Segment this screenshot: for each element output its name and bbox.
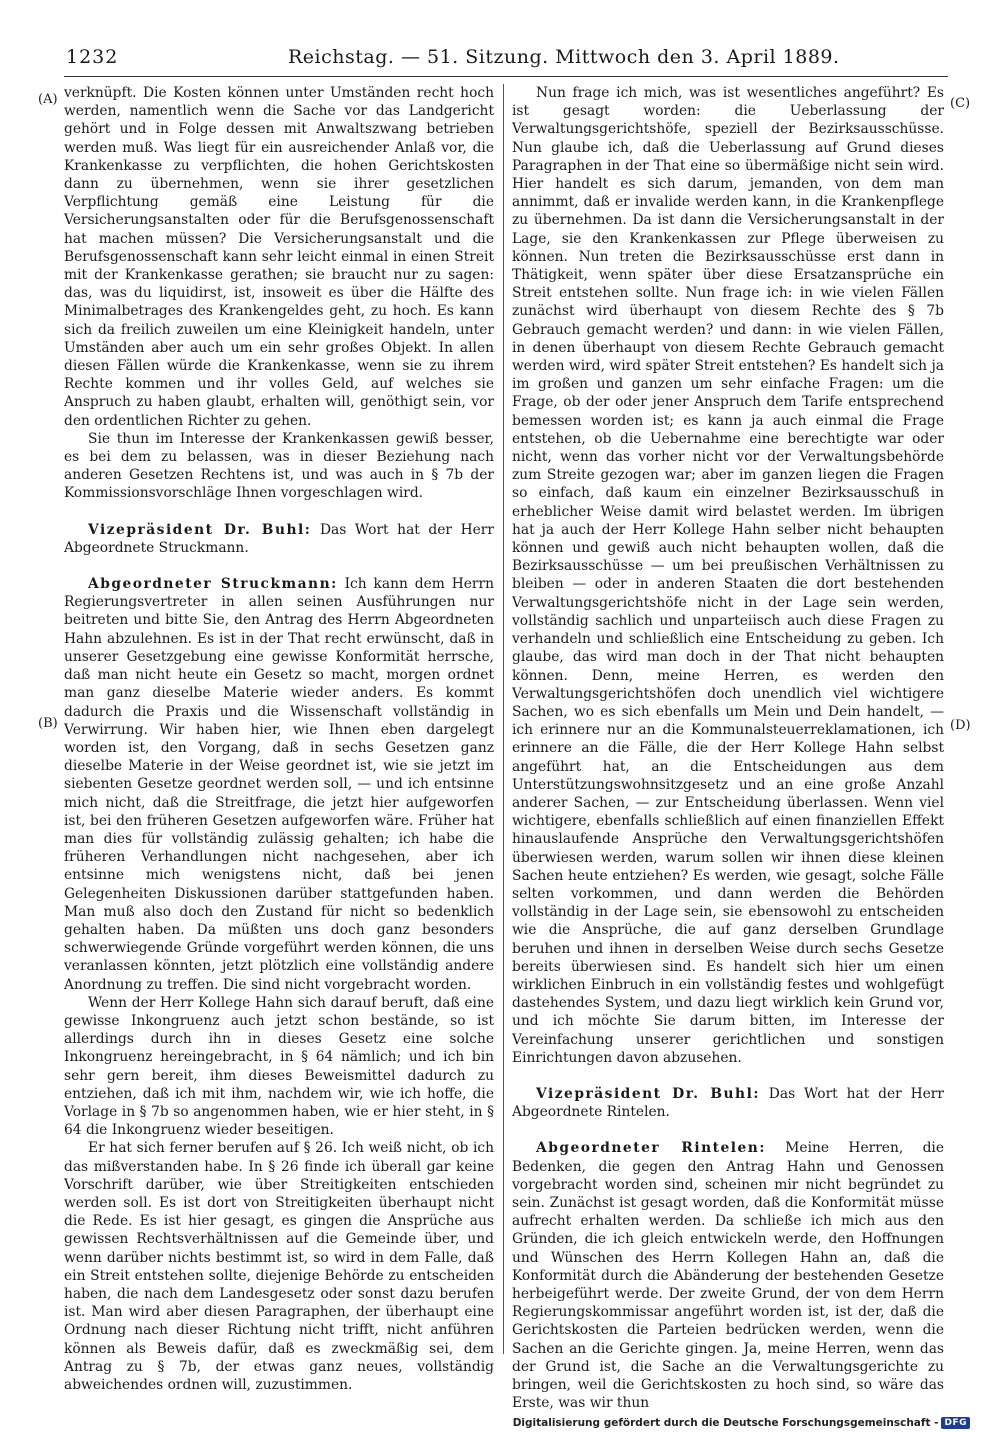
footer-credit [513,1417,970,1429]
speech-entry: Abgeordneter Rintelen: Meine Herren, die Bedenken, die gegen den Antrag Hahn und Genossen vorgebracht worden sind, scheinen mir nicht begründet zu sein. Zunächst ist gesagt worden, daß die Konformität müsse aufrecht erhalten werden. Da schließe ich mich aus den Gründen, die ich gleich entwickeln werde, den Hoffnungen und Wünschen des Herrn Kollegen Hahn an, daß die Konformität durch die Abänderung der bestehenden Gesetze herbeigeführt werde. Der zweite Grund, der von dem Herrn Regierungskommissar angeführt worden ist, ist der, daß die Gerichtskosten die Parteien bedrücken werden, wenn die Sachen an die Gerichte gingen. Ja, meine Herren, wenn das der Grund ist, die Sache an die Verwaltungsgerichte zu bringen, weil die Gerichtskosten zu hoch sind, so wäre das Erste, was wir thun [512,1140,944,1412]
speaker-name: Abgeordneter Rintelen: [536,1140,766,1157]
paragraph: Wenn der Herr Kollege Hahn sich darauf beruft, daß eine gewisse Inkongruenz auch jetzt schon bestände, so ist allerdings durch ihn in dieses Gesetz eine solche Inkongruenz hereingebracht, in § 64 nämlich; und ich bin sehr gern bereit, ihm dieses Beweismittel dadurch zu entziehen, daß ich mit ihm, nachdem wir, wie ich hoffe, die Vorlage in § 7b so angenommen haben, wie er hier steht, in § 64 die Inkongruenz wieder beseitigen. [64,994,494,1139]
speaker-name: Vizepräsident Dr. Buhl: [536,1085,760,1102]
margin-mark-c: (C) [950,96,971,111]
margin-mark-b: (B) [38,716,58,731]
speaker-name: Abgeordneter Struckmann: [88,576,338,593]
speech-entry: Vizepräsident Dr. Buhl: Das Wort hat der Herr Abgeordnete Rintelen. [512,1085,944,1121]
running-head: Reichstag. — 51. Sitzung. Mittwoch den 3. April 1889. [288,46,840,68]
right-column [512,84,944,1412]
speech-entry: Vizepräsident Dr. Buhl: Das Wort hat der Herr Abgeordnete Struckmann. [64,521,494,556]
speech-entry: Abgeordneter Struckmann: Ich kann dem Herrn Regierungsvertreter in allen seinen Ausführungen nur beitreten und bitte Sie, den Antrag des Herrn Abgeordneten Hahn abzulehnen. Es ist in der That recht erwünscht, daß in unserer Gesetzgebung eine gewisse Konformität herrsche, daß man nicht heute ein Gesetz so macht, morgen ordnet man ganz dieselbe Materie wieder anders. Es kommt dadurch die Praxis und die Wissenschaft vollständig in Verwirrung. Wir haben hier, wie Ihnen eben dargelegt worden ist, den Vorgang, daß in sechs Gesetzen ganz dieselbe Materie in der Weise geordnet ist, wie sie jetzt im siebenten Gesetze geordnet werden soll, — und ich entsinne mich nicht, daß die Streitfrage, die jetzt hier aufgeworfen ist, bei den früheren Gesetzen aufgeworfen wäre. Früher hat man dies für vollständig zulässig gehalten; ich habe die früheren Verhandlungen nicht nachgesehen, aber ich entsinne mich wenigstens nicht, daß bei jenen Gelegenheiten Diskussionen darüber stattgefunden haben. Man muß also doch den Zustand für nicht so bedenklich gehalten haben. Da müßten uns doch ganz besonders schwerwiegende Gründe vorgeführt werden können, die uns veranlassen könnten, jetzt plötzlich eine vollständig andere Anordnung zu treffen. Die sind nicht vorgebracht worden. [64,576,495,993]
paragraph: Nun frage ich mich, was ist wesentliches angeführt? Es ist gesagt worden: die Ueberlassung der Verwaltungsgerichtshöfe, speziell der Bezirksausschüsse. Nun glaube ich, daß die Ueberlassung auf Grund dieses Paragraphen in der That eine so übermäßige nicht sein wird. Hier handelt es sich darum, jemanden, von dem man annimmt, daß er invalide werden kann, in die Krankenpflege zu übernehmen. Da ist dann die Versicherungsanstalt in der Lage, sie den Krankenkassen zur Pflege überweisen zu können. Nun treten die Bezirksausschüsse erst dann in Thätigkeit, wenn später über diese Ersatzansprüche ein Streit entstehen sollte. Nun frage ich: in wie vielen Fällen zunächst wird überhaupt von diesem Rechte des § 7b Gebrauch gemacht werden? und dann: in wie vielen Fällen, in denen überhaupt von diesem Rechte Gebrauch gemacht werden wird, wird später Streit entstehen? Es handelt sich ja im großen und ganzen um sehr einfache Fragen: um die Frage, ob der oder jener Anspruch dem Tarife entsprechend bemessen worden ist; es kann ja auch einmal die Frage entstehen, ob die Uebernahme eine berechtigte war oder nicht, wenn das vorher nicht vor der Verwaltungsbehörde zum Streite gezogen war; aber im ganzen liegen die Fragen so einfach, daß kaum ein einzelner Bezirksausschuß in erheblicher Weise damit wird belastet werden. Im übrigen hat ja auch der Herr Kollege Hahn selber nicht behaupten können und gewiß auch nicht behaupten wollen, daß die Bezirksausschüsse — um bei preußischen Verhältnissen zu bleiben — oder in anderen Staaten die dort bestehenden Verwaltungsgerichtshöfe nicht in der Lage sein werden, vollständig sachlich und unparteiisch auch diese Fragen zu verhandeln und schließlich eine Entscheidung zu geben. Ich glaube, das wird man doch in der That nicht behaupten können. Denn, meine Herren, es werden den Verwaltungsgerichtshöfen doch unendlich viel wichtigere Sachen, wo es sich ebenfalls um Mein und Dein handelt, — ich erinnere nur an die Kommunalsteuerreklamationen, ich erinnere an die Fälle, die der Herr Kollege Hahn selbst angeführt hat, an die Entscheidungen aus dem Unterstützungswohnsitzgesetz und an eine große Anzahl anderer Sachen, — zur Entscheidung überlassen. Wenn viel wichtigere, ebenfalls schließlich auf einen finanziellen Effekt hinauslaufende Ansprüche den Verwaltungsgerichtshöfen überwiesen werden, warum sollen wir ihnen diese kleinen Sachen heute entziehen? Es werden, wie gesagt, solche Fälle selten vorkommen, und dann werden die Behörden vollständig in der Lage sein, sie ebensowohl zu entscheiden wie die Ansprüche, die auf ganz derselben Grundlage beruhen und ihnen in derselben Weise durch sechs Gesetze bereits überwiesen sind. Es handelt sich hier um einen wirklichen Einbruch in ein vollständig festes und wohlgefügt dastehendes System, und dazu liegt wirklich kein Grund vor, und ich möchte Sie darum bitten, im Interesse der Vereinfachung unserer gerichtlichen und sonstigen Einrichtungen davon abzusehen. [512,85,944,1066]
margin-mark-d: (D) [950,718,971,733]
column-divider [503,84,504,1354]
dfg-logo: DFG [941,1417,970,1429]
page-number: 1232 [66,46,119,68]
speaker-name: Vizepräsident Dr. Buhl: [88,521,312,538]
footer-text: Digitalisierung gefördert durch die Deutsche Forschungsgemeinschaft - [512,1417,939,1429]
paragraph: Er hat sich ferner berufen auf § 26. Ich weiß nicht, ob ich das mißverstanden habe. In § 26 finde ich überall gar keine Vorschrift darüber, wie über Streitigkeiten entschieden werden soll. Es ist dort von Streitigkeiten überhaupt nicht die Rede. Es ist hier gesagt, es gingen die Ansprüche aus gewissen Rechtsverhältnissen auf die Gemeinde über, und wenn darüber nichts bestimmt ist, so wird in dem Falle, daß ein Streit entstehen sollte, diejenige Behörde zu entscheiden haben, die nach dem Landesgesetz oder sonst dazu berufen ist. Man wird aber diesen Paragraphen, der überhaupt eine Ordnung nach dieser Richtung nicht trifft, nicht anführen können als Beweis dafür, daß es zweckmäßig sei, dem Antrag zu § 7b, der etwas ganz neues, vollständig abweichendes ordnen will, zuzustimmen. [64,1140,494,1394]
left-column [64,84,494,1394]
paragraph: Sie thun im Interesse der Krankenkassen gewiß besser, es bei dem zu belassen, was in dieser Beziehung nach anderen Gesetzen Rechtens ist, und was auch in § 7b der Kommissionsvorschläge Ihnen vorgeschlagen wird. [64,430,494,502]
page-header [66,46,946,72]
paragraph: verknüpft. Die Kosten können unter Umständen recht hoch werden, namentlich wenn die Sache vor das Landgericht gehört und in Folge dessen mit Anwaltszwang betrieben werden muß. Was liegt für ein ausreichender Anlaß vor, die Krankenkasse zu verpflichten, die hohen Gerichtskosten dann zu übernehmen, wenn sie ihrer gesetzlichen Verpflichtung gemäß eine Leistung für die Versicherungsanstalten oder für die Berufsgenossenschaft hat machen müssen? Die Versicherungsanstalt und die Berufsgenossenschaft kann sehr leicht einmal in einen Streit mit der Krankenkasse gerathen; sie braucht nur zu sagen: das, was du liquidirst, ist, insoweit es über die Hälfte des Minimalbetrages des Krankengeldes geht, zu hoch. Es kann sich da freilich zuweilen um eine Kleinigkeit handeln, unter Umständen aber auch um ein sehr großes Objekt. In allen diesen Fällen würde die Krankenkasse, wenn sie zu ihrem Rechte kommen und ihr volles Geld, auf welches sie Anspruch zu haben glaubt, erhalten will, genöthigt sein, vor den ordentlichen Richter zu gehen. [64,85,494,429]
header-rule [64,76,948,77]
margin-mark-a: (A) [38,92,58,107]
